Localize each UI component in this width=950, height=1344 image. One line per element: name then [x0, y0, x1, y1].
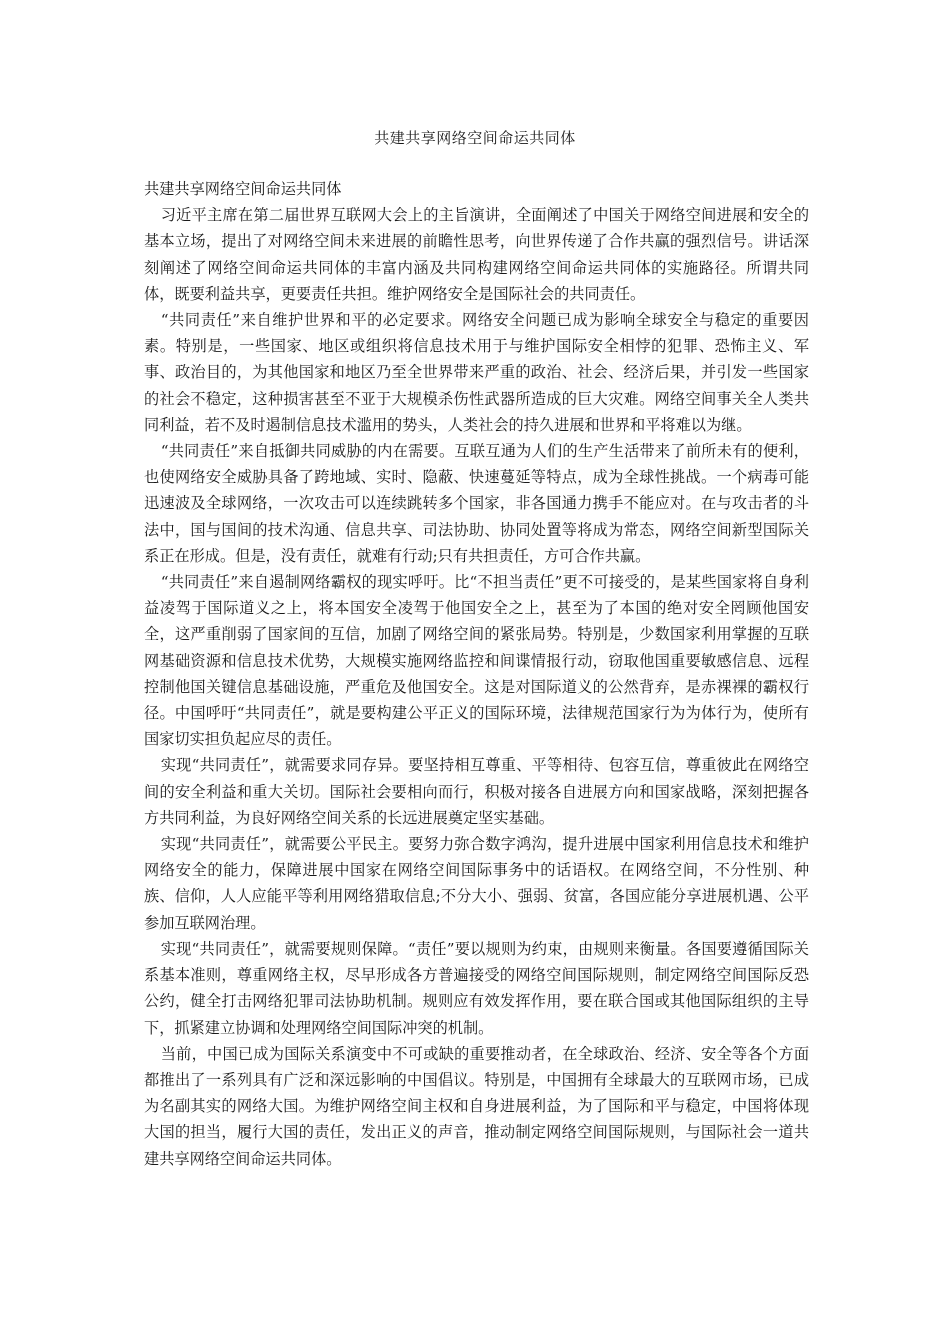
- document-title: 共建共享网络空间命运共同体: [374, 129, 576, 147]
- document-subtitle: 共建共享网络空间命运共同体: [144, 180, 342, 198]
- paragraph-8: 当前，中国已成为国际关系演变中不可或缺的重要推动者，在全球政治、经济、安全等各个方面都推出了一系列具有广泛和深远影响的中国倡议。特别是，中国拥有全球最大的互联网市场，已成为名副其实的网络大国。为维护网络空间主权和自身进展利益，为了国际和平与稳定，中国将体现大国的担当，履行大国的责任，发出正义的声音，推动制定网络空间国际规则，与国际社会一道共建共享网络空间命运共同体。: [144, 1044, 809, 1168]
- paragraph-5: 实现“共同责任”，就需要求同存异。要坚持相互尊重、平等相待、包容互信，尊重彼此在网络空间的安全利益和重大关切。国际社会要相向而行，积极对接各自进展方向和国家战略，深刻把握各方共同利益，为良好网络空间关系的长远进展奠定坚实基础。: [144, 756, 809, 827]
- paragraph-1: 习近平主席在第二届世界互联网大会上的主旨演讲，全面阐述了中国关于网络空间进展和安全的基本立场，提出了对网络空间未来进展的前瞻性思考，向世界传递了合作共赢的强烈信号。讲话深刻阐述了网络空间命运共同体的丰富内涵及共同构建网络空间命运共同体的实施路径。所谓共同体，既要利益共享，更要责任共担。维护网络安全是国际社会的共同责任。: [144, 206, 809, 303]
- paragraph-7: 实现“共同责任”，就需要规则保障。“责任”要以规则为约束，由规则来衡量。各国要遵循国际关系基本准则，尊重网络主权，尽早形成各方普遍接受的网络空间国际规则，制定网络空间国际反恐公约，健全打击网络犯罪司法协助机制。规则应有效发挥作用，要在联合国或其他国际组织的主导下，抓紧建立协调和处理网络空间国际冲突的机制。: [144, 939, 809, 1037]
- paragraph-3: “共同责任”来自抵御共同威胁的内在需要。互联互通为人们的生产生活带来了前所未有的便利，也使网络安全威胁具备了跨地域、实时、隐蔽、快速蔓延等特点，成为全球性挑战。一个病毒可能迅速波及全球网络，一次攻击可以连续跳转多个国家，非各国通力携手不能应对。在与攻击者的斗法中，国与国间的技术沟通、信息共享、司法协助、协同处置等将成为常态，网络空间新型国际关系正在形成。但是，没有责任，就难有行动;只有共担责任，方可合作共赢。: [144, 442, 809, 565]
- paragraph-6: 实现“共同责任”，就需要公平民主。要努力弥合数字鸿沟，提升进展中国家利用信息技术和维护网络安全的能力，保障进展中国家在网络空间国际事务中的话语权。在网络空间，不分性别、种族、信仰，人人应能平等利用网络猎取信息;不分大小、强弱、贫富，各国应能分享进展机遇、公平参加互联网治理。: [144, 835, 809, 932]
- document-body: [144, 176, 809, 1172]
- paragraph-2: “共同责任”来自维护世界和平的必定要求。网络安全问题已成为影响全球安全与稳定的重要因素。特别是，一些国家、地区或组织将信息技术用于与维护国际安全相悖的犯罪、恐怖主义、军事、政治目的，为其他国家和地区乃至全世界带来严重的政治、社会、经济后果，并引发一些国家的社会不稳定，这种损害甚至不亚于大规模杀伤性武器所造成的巨大灾难。网络空间事关全人类共同利益，若不及时遏制信息技术滥用的势头，人类社会的持久进展和世界和平将难以为继。: [144, 311, 809, 434]
- paragraph-4: “共同责任”来自遏制网络霸权的现实呼吁。比“不担当责任”更不可接受的，是某些国家将自身利益凌驾于国际道义之上，将本国安全凌驾于他国安全之上，甚至为了本国的绝对安全罔顾他国安全，这严重削弱了国家间的互信，加剧了网络空间的紧张局势。特别是，少数国家利用掌握的互联网基础资源和信息技术优势，大规模实施网络监控和间谍情报行动，窃取他国重要敏感信息、远程控制他国关键信息基础设施，严重危及他国安全。这是对国际道义的公然背弃，是赤裸裸的霸权行径。中国呼吁“共同责任”，就是要构建公平正义的国际环境，法律规范国家行为为体行为，使所有国家切实担负起应尽的责任。: [144, 573, 809, 749]
